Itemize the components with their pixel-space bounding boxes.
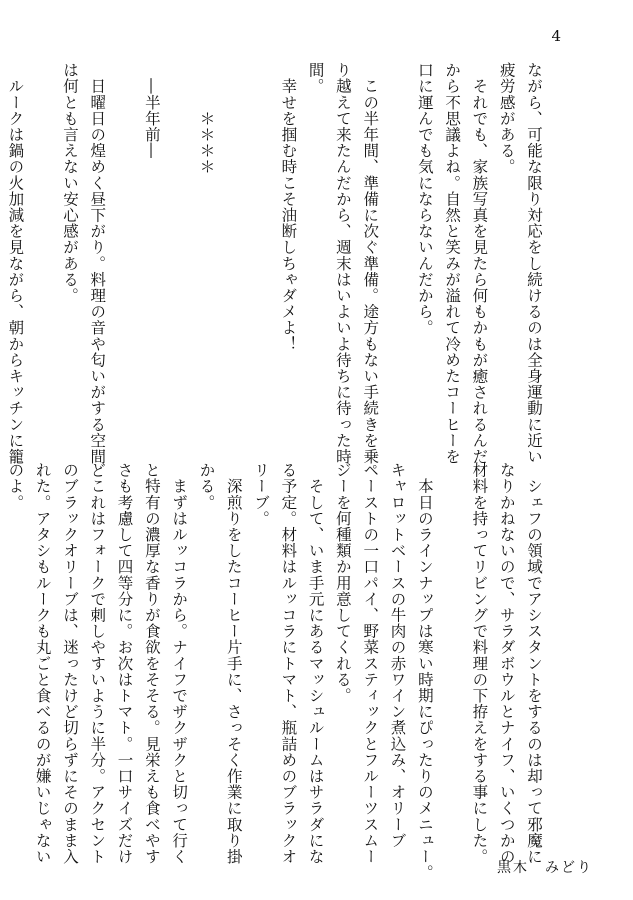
text-line: ジーを何種類か用意してくれる。 [333,462,352,704]
text-line: ペーストの一口パイ、野菜スティックとフルーツスムー [361,462,380,865]
blank-line [28,62,55,438]
text-line: のよ。 [6,462,25,511]
blank-line [247,62,274,438]
text-line: どこれはフォークで刺しやすいように半分。アクセント [88,462,107,865]
text-line: のブラックオリーブは、迷ったけど切らずにそのまま入 [60,462,79,865]
text-line: 間。 [306,62,325,95]
text-line: それでも、家族写真を見たら何もかもが癒されるんだ [470,62,489,465]
text-line: 日曜日の煌めく昼下がり。料理の音や匂いがする空間 [88,62,107,465]
text-line: ながら、可能な限り対応をし続けるのは全身運動に近い [525,62,543,465]
text-line: る予定。材料はルッコラにトマト、瓶詰めのブラックオ [279,462,298,865]
text-line: リーブ。 [252,462,271,527]
text-line [0,462,1,834]
blank-line [383,62,410,438]
text-line: り越えて来たんだから、週末はいよいよ待ちに待った時 [333,62,352,465]
page-number: 4 [551,27,561,45]
text-line: は何とも言えない安心感がある。 [60,62,79,304]
text-line: れた。アタシもルークも丸ごと食べるのが嫌いじゃない [33,462,52,865]
blank-line [165,62,192,438]
text-line: なりかねないので、サラダボウルとナイフ、いくつかの [497,462,516,865]
text-line [0,62,1,438]
text-line: そして、いま手元にあるマッシュルームはサラダにな [306,462,325,865]
text-line: キャロットベースの牛肉の赤ワイン煮込み、オリーブ [388,462,407,849]
text-line: ルークは鍋の火加減を見ながら、朝からキッチンに籠 [6,62,25,465]
text-line: まずはルッコラから。ナイフでザクザクと切って行く [170,462,189,865]
text-line: 幸せを掴む時こそ油断しちゃダメよ！ [279,62,298,352]
text-line: から不思議よね。自然と笑みが溢れて冷めたコーヒーを [443,62,462,465]
text-line: さも考慮して四等分に。お次はトマト。一口サイズだけ [115,462,134,865]
section-heading: ―半年前― [142,62,161,159]
text-line: 疲労感がある。 [497,62,516,175]
blank-line [110,62,137,438]
text-line: かる。 [197,462,216,511]
text-line: 口に運んでも気にならないんだから。 [415,62,434,336]
text-line: シェフの領域でアシスタントをするのは却って邪魔に [525,462,543,865]
author-name: 黒木 みどり [497,860,593,876]
text-line: と特有の濃厚な香りが食欲をそそる。見栄えも食べやす [142,462,161,865]
blank-line [219,62,246,438]
blank-line [438,462,465,834]
text-block-top [0,62,547,465]
text-line: 材料を持ってリビングで料理の下拵えをする事にした。 [470,462,489,865]
text-line: 本日のラインナップは寒い時期にぴったりのメニュー。 [415,462,434,881]
scene-break: ＊＊＊＊ [197,62,216,175]
text-line: 深煎りをしたコーヒー片手に、さっそく作業に取り掛 [224,462,243,865]
text-line: この半年間、準備に次ぐ準備。途方もない手続きを乗 [361,62,380,465]
